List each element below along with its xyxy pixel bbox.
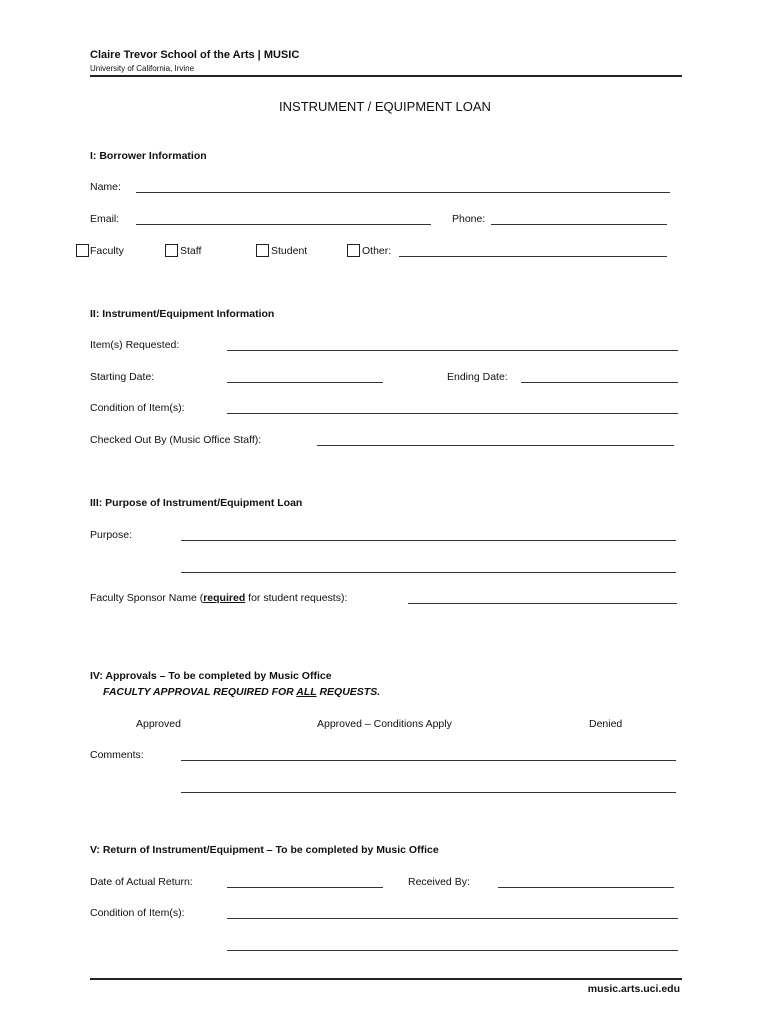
- university-name: University of California, Irvine: [90, 64, 195, 73]
- school-name: Claire Trevor School of the Arts | MUSIC: [90, 49, 300, 61]
- faculty-checkbox[interactable]: [76, 244, 89, 257]
- denied-option: Denied: [589, 718, 623, 730]
- email-field-line[interactable]: [136, 224, 431, 225]
- section-instrument-heading: II: Instrument/Equipment Information: [90, 308, 275, 320]
- other-field-line[interactable]: [399, 256, 667, 257]
- section-borrower-heading: I: Borrower Information: [90, 150, 207, 162]
- return-condition-line-2[interactable]: [227, 950, 678, 951]
- section-approvals-heading: IV: Approvals – To be completed by Music Office: [90, 670, 332, 682]
- comments-line-1[interactable]: [181, 760, 676, 761]
- phone-label: Phone:: [452, 213, 486, 225]
- starting-date-label: Starting Date:: [90, 371, 155, 383]
- student-label: Student: [271, 245, 308, 257]
- staff-label: Staff: [180, 245, 202, 257]
- faculty-label: Faculty: [90, 245, 124, 257]
- comments-label: Comments:: [90, 749, 144, 761]
- email-label: Email:: [90, 213, 120, 225]
- name-field-line[interactable]: [136, 192, 670, 193]
- items-requested-line[interactable]: [227, 350, 678, 351]
- items-requested-label: Item(s) Requested:: [90, 339, 180, 351]
- approved-option: Approved: [136, 718, 181, 730]
- purpose-line-1[interactable]: [181, 540, 676, 541]
- received-by-label: Received By:: [408, 876, 470, 888]
- checked-out-label: Checked Out By (Music Office Staff):: [90, 434, 262, 446]
- phone-field-line[interactable]: [491, 224, 667, 225]
- section-return-heading: V: Return of Instrument/Equipment – To be completed by Music Office: [90, 844, 439, 856]
- checked-out-line[interactable]: [317, 445, 674, 446]
- name-label: Name:: [90, 181, 121, 193]
- comments-line-2[interactable]: [181, 792, 676, 793]
- header-divider: [90, 75, 682, 77]
- purpose-label: Purpose:: [90, 529, 133, 541]
- faculty-approval-note: FACULTY APPROVAL REQUIRED FOR ALL REQUESTS.: [103, 686, 381, 698]
- student-checkbox[interactable]: [256, 244, 269, 257]
- return-date-line[interactable]: [227, 887, 383, 888]
- other-checkbox[interactable]: [347, 244, 360, 257]
- page-title: INSTRUMENT / EQUIPMENT LOAN: [279, 99, 491, 114]
- ending-date-line[interactable]: [521, 382, 678, 383]
- starting-date-line[interactable]: [227, 382, 383, 383]
- required-emphasis: required: [203, 592, 246, 604]
- return-date-label: Date of Actual Return:: [90, 876, 193, 888]
- return-condition-label: Condition of Item(s):: [90, 907, 185, 919]
- received-by-line[interactable]: [498, 887, 674, 888]
- ending-date-label: Ending Date:: [447, 371, 508, 383]
- section-purpose-heading: III: Purpose of Instrument/Equipment Loan: [90, 497, 303, 509]
- approved-conditions-option: Approved – Conditions Apply: [317, 718, 452, 730]
- condition-label: Condition of Item(s):: [90, 402, 185, 414]
- staff-checkbox[interactable]: [165, 244, 178, 257]
- return-condition-line-1[interactable]: [227, 918, 678, 919]
- sponsor-label: Faculty Sponsor Name (required for student requests):: [90, 592, 348, 604]
- condition-line[interactable]: [227, 413, 678, 414]
- other-label: Other:: [362, 245, 392, 257]
- footer-divider: [90, 978, 682, 980]
- footer-url[interactable]: music.arts.uci.edu: [587, 983, 680, 995]
- sponsor-line[interactable]: [408, 603, 677, 604]
- purpose-line-2[interactable]: [181, 572, 676, 573]
